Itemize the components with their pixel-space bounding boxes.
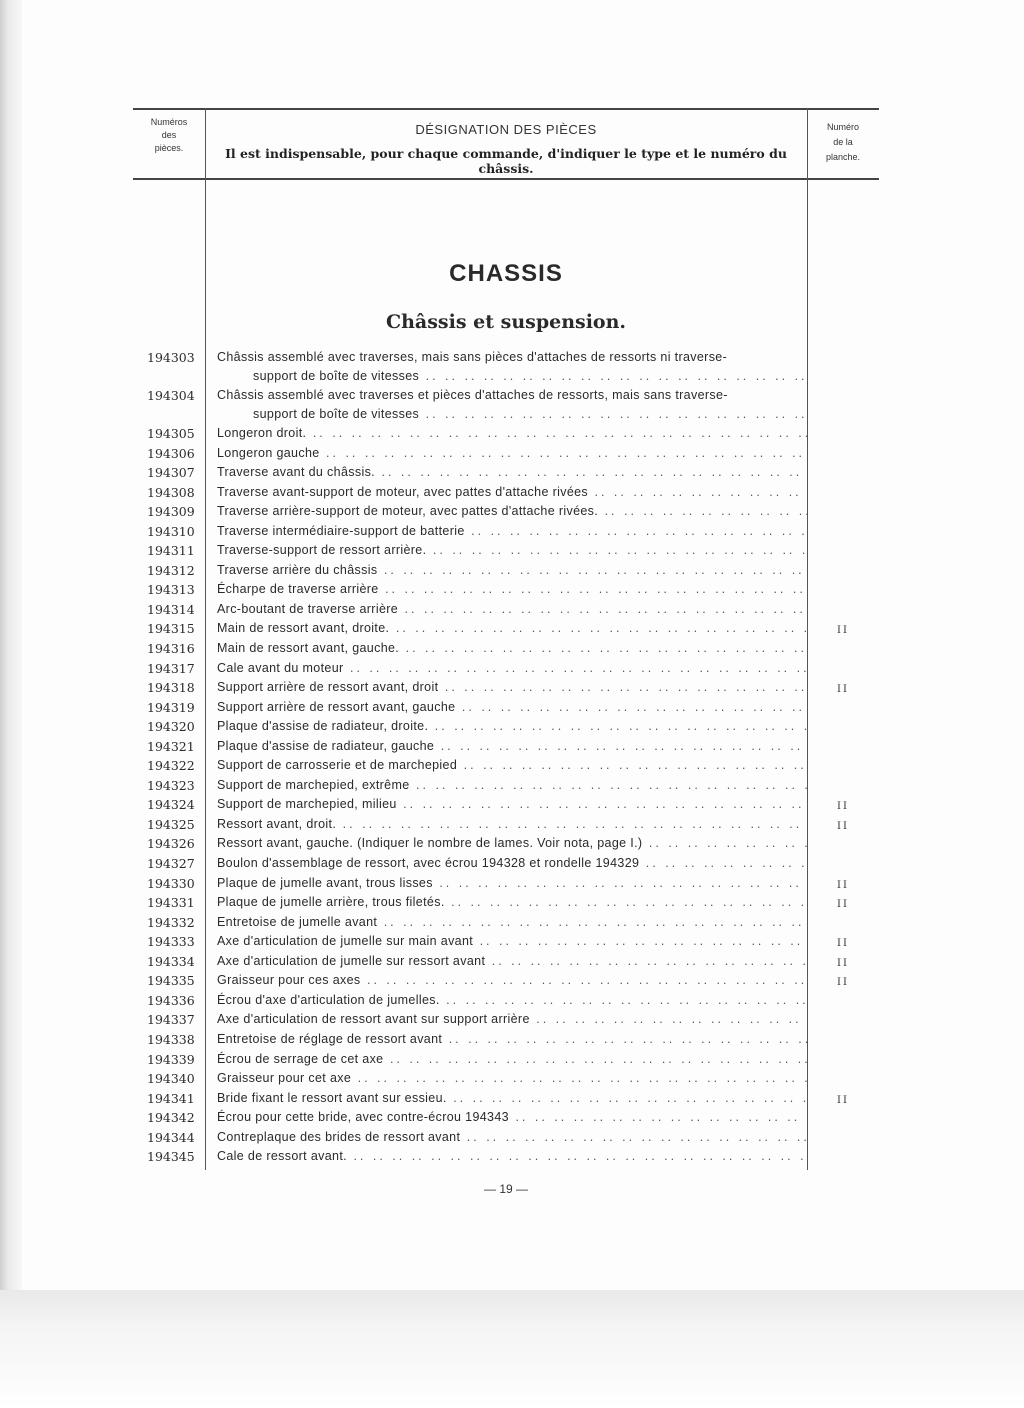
part-number: 194312 (147, 562, 195, 578)
part-number: 194344 (147, 1129, 195, 1145)
dot-leader (361, 973, 807, 987)
table-row (133, 1128, 879, 1148)
dot-leader (398, 602, 807, 616)
dot-leader (351, 1071, 807, 1085)
part-number: 194342 (147, 1110, 195, 1126)
part-number: 194303 (147, 350, 195, 365)
part-number: 194320 (147, 719, 195, 735)
part-description-text: Écrou de serrage de cet axe (217, 1051, 384, 1066)
part-number: 194326 (147, 836, 195, 852)
part-description-line (217, 698, 807, 717)
part-description-line (217, 834, 807, 853)
part-description-text: Entretoise de jumelle avant (217, 914, 378, 929)
part-description (217, 639, 807, 658)
part-description-line (217, 874, 807, 893)
header-title: DÉSIGNATION DES PIÈCES (415, 122, 597, 137)
part-number: 194334 (147, 953, 195, 969)
dot-leader (344, 661, 807, 675)
dot-leader (445, 895, 807, 909)
dot-leader (447, 1091, 807, 1105)
part-description-line (217, 678, 807, 697)
part-description-line (217, 619, 807, 638)
part-number: 194335 (147, 973, 195, 989)
dot-leader (473, 934, 807, 948)
table-row (133, 600, 879, 620)
table-row (133, 678, 879, 698)
table-row (133, 386, 879, 424)
part-description (217, 1147, 807, 1166)
page-number: — 19 — (483, 1182, 528, 1196)
table-row (133, 795, 879, 815)
part-description (217, 971, 807, 990)
part-description (217, 424, 807, 443)
part-description-text: Bride fixant le ressort avant sur essieu. (217, 1090, 447, 1105)
part-description-line (217, 991, 807, 1010)
plate-number: II (837, 801, 849, 813)
part-description-line (217, 483, 807, 502)
part-number: 194316 (147, 641, 195, 657)
header-bottom-rule (133, 178, 879, 180)
part-description (217, 348, 807, 386)
part-description (217, 1050, 807, 1069)
part-number: 194333 (147, 934, 195, 950)
table-row (133, 502, 879, 522)
scan-bottom-shadow (0, 1290, 1024, 1408)
part-description (217, 502, 807, 521)
part-number: 194319 (147, 699, 195, 715)
part-description-text: Plaque de jumelle arrière, trous filetés. (217, 895, 445, 910)
plate-number: II (837, 977, 849, 989)
part-description (217, 678, 807, 697)
part-number: 194318 (147, 680, 195, 696)
catalog-page (133, 108, 879, 1196)
part-description (217, 834, 807, 853)
part-description-text: Châssis assemblé avec traverses, mais sans pièces d'attaches de ressorts ni traverse- (217, 350, 728, 364)
part-description-line (217, 463, 807, 482)
table-row (133, 913, 879, 933)
part-description-text: Cale de ressort avant. (217, 1149, 347, 1164)
table-row (133, 776, 879, 796)
part-description-text: Cale avant du moteur (217, 660, 344, 675)
part-description-text: Support de marchepied, extrême (217, 777, 410, 792)
table-row (133, 1089, 879, 1109)
part-description-text: Plaque d'assise de radiateur, droite. (217, 719, 429, 734)
part-description-line (217, 893, 807, 912)
part-description-text: Main de ressort avant, gauche. (217, 641, 400, 656)
dot-leader (455, 700, 807, 714)
part-description (217, 659, 807, 678)
part-description-text: Plaque d'assise de radiateur, gauche (217, 738, 435, 753)
part-description-text: Axe d'articulation de ressort avant sur support arrière (217, 1012, 530, 1027)
part-description-text: Traverse intermédiaire-support de batterie (217, 523, 465, 538)
dot-leader (438, 680, 807, 694)
part-description (217, 776, 807, 795)
table-row (133, 815, 879, 835)
part-number: 194339 (147, 1051, 195, 1067)
part-description (217, 717, 807, 736)
part-description-line (217, 776, 807, 795)
scan-edge-shadow (0, 0, 22, 1300)
part-description-line (217, 522, 807, 541)
part-number: 194308 (147, 484, 195, 500)
table-row (133, 1010, 879, 1030)
part-number: 194345 (147, 1149, 195, 1165)
dot-leader (397, 797, 807, 811)
part-description (217, 541, 807, 560)
part-description (217, 893, 807, 912)
part-number: 194304 (147, 388, 195, 403)
dot-leader (509, 1110, 807, 1124)
plate-number: II (837, 899, 849, 911)
part-description (217, 1089, 807, 1108)
dot-leader (377, 915, 807, 929)
dot-leader (434, 739, 807, 753)
table-row (133, 952, 879, 972)
part-description (217, 756, 807, 775)
part-description-text: support de boîte de vitesses (253, 369, 420, 383)
part-number: 194311 (147, 543, 195, 559)
part-description-line (217, 348, 807, 367)
table-row (133, 717, 879, 737)
part-description-text: Plaque de jumelle avant, trous lisses (217, 875, 433, 890)
part-description (217, 932, 807, 951)
plate-number: II (837, 684, 849, 696)
part-description-text: Support arrière de ressort avant, gauche (217, 699, 456, 714)
part-description (217, 386, 807, 424)
part-number: 194327 (147, 856, 195, 872)
part-description (217, 874, 807, 893)
table-row (133, 348, 879, 386)
part-description-text: Graisseur pour cet axe (217, 1071, 352, 1086)
part-description-text: Graisseur pour ces axes (217, 973, 361, 988)
table-row (133, 932, 879, 952)
part-number: 194307 (147, 465, 195, 481)
dot-leader (320, 446, 807, 460)
part-description-text: Traverse avant-support de moteur, avec pattes d'attache rivées (217, 484, 589, 499)
part-description (217, 737, 807, 756)
part-description-line (217, 815, 807, 834)
dot-leader (426, 543, 807, 557)
header-plate-label-line: Numéro (826, 122, 859, 132)
part-description (217, 991, 807, 1010)
part-description-line (217, 405, 807, 424)
part-description-text: Ressort avant, gauche. (Indiquer le nombre de lames. Voir nota, page I.) (217, 836, 643, 851)
header-plate-label-line: de la (833, 137, 853, 147)
dot-leader (419, 407, 807, 421)
part-description-line (217, 795, 807, 814)
header-part-number-label (133, 116, 205, 155)
dot-leader (460, 1130, 807, 1144)
part-description-line (217, 1069, 807, 1088)
part-description-line (217, 932, 807, 951)
part-description-text: Boulon d'assemblage de ressort, avec écrou 194328 et rondelle 194329 (217, 856, 640, 871)
table-row (133, 854, 879, 874)
part-description-line (217, 639, 807, 658)
part-description-text: Main de ressort avant, droite. (217, 621, 390, 636)
header-part-number-label-line: pièces. (154, 143, 184, 153)
dot-leader (336, 817, 807, 831)
part-description-line (217, 561, 807, 580)
plate-number: II (837, 625, 849, 637)
header-plate-number-label (807, 120, 879, 165)
part-description (217, 600, 807, 619)
part-description-text: Écrou pour cette bride, avec contre-écrou 194343 (217, 1110, 509, 1125)
table-row (133, 1108, 879, 1128)
part-description-text: Châssis assemblé avec traverses et pièces d'attaches de ressorts, mais sans traverse- (217, 388, 728, 402)
part-number: 194338 (147, 1031, 195, 1047)
plate-number: II (837, 957, 849, 969)
part-description-text: Entretoise de réglage de ressort avant (217, 1031, 443, 1046)
part-description-text: support de boîte de vitesses (253, 407, 420, 421)
part-description (217, 795, 807, 814)
part-number: 194322 (147, 758, 195, 774)
part-description-line (217, 1050, 807, 1069)
part-description-line (217, 854, 807, 873)
dot-leader (419, 369, 807, 383)
dot-leader (428, 719, 807, 733)
part-number: 194313 (147, 582, 195, 598)
part-description-line (217, 541, 807, 560)
part-description (217, 952, 807, 971)
part-description (217, 815, 807, 834)
dot-leader (433, 876, 807, 890)
plate-number: II (837, 879, 849, 891)
part-description-line (217, 952, 807, 971)
plate-number: II (837, 820, 849, 832)
part-description-line (217, 1010, 807, 1029)
dot-leader (639, 856, 807, 870)
part-description-line (217, 502, 807, 521)
dot-leader (399, 641, 807, 655)
dot-leader (530, 1012, 807, 1026)
section-title: CHASSIS (449, 260, 563, 287)
part-description-line (217, 756, 807, 775)
part-number: 194341 (147, 1090, 195, 1106)
part-description-line (217, 424, 807, 443)
part-number: 194332 (147, 914, 195, 930)
table-row (133, 756, 879, 776)
part-description (217, 561, 807, 580)
dot-leader (485, 954, 807, 968)
part-description-line (217, 1030, 807, 1049)
part-description-line (217, 580, 807, 599)
dot-leader (384, 1052, 808, 1066)
part-description (217, 444, 807, 463)
part-description-line (217, 659, 807, 678)
part-description-text: Arc-boutant de traverse arrière (217, 601, 399, 616)
table-row (133, 874, 879, 894)
part-description-text: Support de carrosserie et de marchepied (217, 758, 458, 773)
part-description-line (217, 600, 807, 619)
part-description-text: Traverse arrière-support de moteur, avec pattes d'attache rivées. (217, 504, 599, 519)
dot-leader (375, 465, 807, 479)
header-part-number-label-line: Numéros (150, 117, 188, 127)
part-description-text: Écharpe de traverse arrière (217, 582, 379, 597)
part-number: 194323 (147, 777, 195, 793)
plate-number: II (837, 938, 849, 950)
table-row (133, 698, 879, 718)
table-row (133, 971, 879, 991)
part-number: 194305 (147, 426, 195, 441)
part-description-text: Traverse-support de ressort arrière. (217, 543, 427, 558)
part-number: 194310 (147, 523, 195, 539)
table-row (133, 639, 879, 659)
part-number: 194317 (147, 660, 195, 676)
part-description-line (217, 1128, 807, 1147)
header-part-number-label-line: des (161, 130, 177, 140)
dot-leader (389, 621, 807, 635)
table-row (133, 659, 879, 679)
part-description (217, 854, 807, 873)
part-number: 194324 (147, 797, 195, 813)
part-description-text: Traverse arrière du châssis (217, 562, 378, 577)
part-number: 194331 (147, 895, 195, 911)
dot-leader (347, 1149, 807, 1163)
part-description-text: Contreplaque des brides de ressort avant (217, 1129, 461, 1144)
table-row (133, 580, 879, 600)
table-row (133, 1069, 879, 1089)
dot-leader (598, 504, 807, 518)
table-row (133, 737, 879, 757)
header-subtitle: Il est indispensable, pour chaque commande, d'indiquer le type et le numéro du châssis. (225, 146, 787, 176)
dot-leader (457, 758, 807, 772)
part-description-line (217, 386, 807, 405)
dot-leader (410, 778, 807, 792)
part-description-line (217, 444, 807, 463)
part-number: 194340 (147, 1071, 195, 1087)
part-description (217, 619, 807, 638)
table-row (133, 834, 879, 854)
part-description-line (217, 1089, 807, 1108)
dot-leader (306, 426, 807, 440)
dot-leader (440, 993, 807, 1007)
part-description (217, 580, 807, 599)
dot-leader (642, 836, 807, 850)
part-number: 194309 (147, 504, 195, 520)
table-row (133, 1147, 879, 1167)
plate-number: II (837, 1094, 849, 1106)
table-row (133, 1050, 879, 1070)
part-description (217, 698, 807, 717)
part-description (217, 1030, 807, 1049)
part-number: 194330 (147, 875, 195, 891)
part-description-text: Traverse avant du châssis. (217, 465, 376, 480)
parts-list (133, 348, 879, 1167)
table-row (133, 463, 879, 483)
part-description-text: Support arrière de ressort avant, droit (217, 680, 439, 695)
dot-leader (442, 1032, 807, 1046)
part-description (217, 1128, 807, 1147)
part-number: 194325 (147, 816, 195, 832)
part-description-text: Support de marchepied, milieu (217, 797, 397, 812)
dot-leader (588, 485, 807, 499)
table-row (133, 561, 879, 581)
part-number: 194337 (147, 1012, 195, 1028)
part-description-line (217, 971, 807, 990)
dot-leader (377, 563, 807, 577)
table-row (133, 991, 879, 1011)
part-description-line (217, 1108, 807, 1127)
part-number: 194321 (147, 738, 195, 754)
part-description (217, 913, 807, 932)
part-description (217, 1010, 807, 1029)
table-row (133, 483, 879, 503)
part-description-text: Longeron droit. (217, 426, 307, 440)
table-row (133, 444, 879, 464)
table-row (133, 424, 879, 444)
part-description-line (217, 1147, 807, 1166)
table-row (133, 1030, 879, 1050)
table-row (133, 893, 879, 913)
part-description-text: Axe d'articulation de jumelle sur main avant (217, 934, 474, 949)
part-description-line (217, 913, 807, 932)
table-row (133, 522, 879, 542)
part-description (217, 1069, 807, 1088)
part-description-text: Longeron gauche (217, 445, 320, 460)
table-row (133, 619, 879, 639)
part-description-line (217, 367, 807, 386)
dot-leader (465, 524, 807, 538)
header-top-rule (133, 108, 879, 110)
part-number: 194315 (147, 621, 195, 637)
part-description (217, 463, 807, 482)
part-description-text: Ressort avant, droit. (217, 816, 337, 831)
part-description-line (217, 737, 807, 756)
part-description (217, 1108, 807, 1127)
part-description (217, 522, 807, 541)
part-number: 194336 (147, 992, 195, 1008)
part-number: 194314 (147, 601, 195, 617)
table-row (133, 541, 879, 561)
dot-leader (379, 582, 807, 596)
header-plate-label-line: planche. (825, 152, 861, 162)
part-description-text: Écrou d'axe d'articulation de jumelles. (217, 992, 440, 1007)
part-description (217, 483, 807, 502)
part-description-text: Axe d'articulation de jumelle sur ressort avant (217, 953, 486, 968)
part-description-line (217, 717, 807, 736)
part-number: 194306 (147, 445, 195, 461)
section-subtitle: Châssis et suspension. (385, 311, 627, 333)
